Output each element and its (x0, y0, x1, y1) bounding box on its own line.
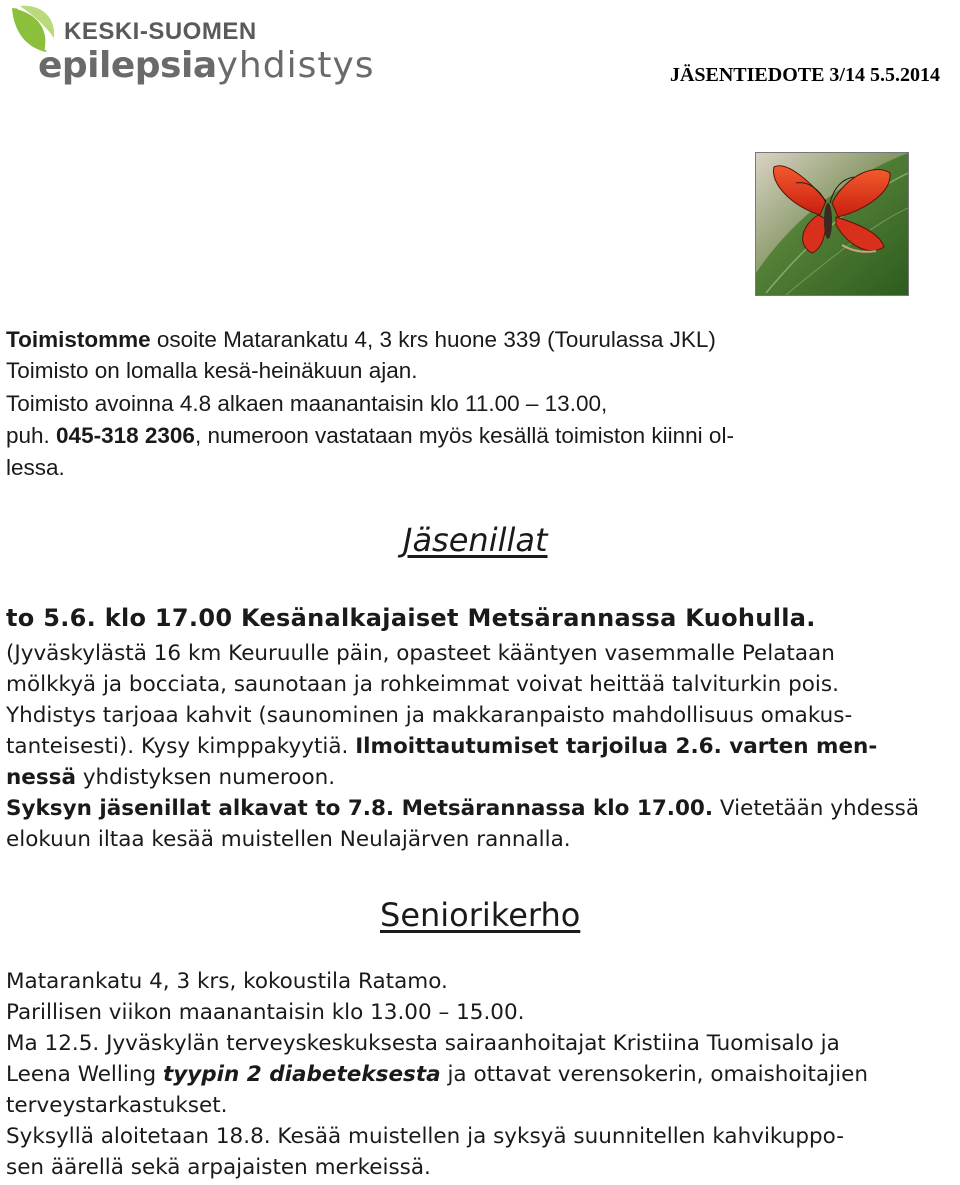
registration-deadline-end: nessä (6, 765, 76, 790)
senior-line-7: sen äärellä sekä arpajaisten merkeissä. (6, 1155, 431, 1180)
newsletter-title: JÄSENTIEDOTE 3/14 5.5.2014 (669, 64, 940, 86)
senior-line-4 (6, 1059, 868, 1090)
senior-line-6: Syksyllä aloitetaan 18.8. Kesää muistellen ja syksyä suunnitellen kahvikuppo- (6, 1124, 844, 1149)
senior-line-5: terveystarkastukset. (6, 1093, 228, 1118)
office-label: Toimistomme (6, 327, 151, 352)
office-line-4 (6, 420, 734, 451)
office-line-5: lessa. (6, 455, 65, 480)
event-text-2: mölkkyä ja bocciata, saunotaan ja rohkeimmat voivat heittää talviturkin pois. (6, 672, 839, 697)
senior-line-4c: ja ottavat verensokerin, omaishoitajien (440, 1062, 868, 1087)
section-heading-seniorikerho: Seniorikerho (380, 896, 581, 934)
phone-prefix: puh. (6, 423, 57, 448)
logo-text-bottom-b: yhdistys (216, 45, 375, 86)
office-line-1 (6, 324, 716, 355)
event-text-5b: yhdistyksen numeroon. (76, 765, 336, 790)
event-text-6 (6, 793, 919, 824)
section-heading-jasenillat: Jäsenillat (403, 521, 548, 559)
office-line-3: Toimisto avoinna 4.8 alkaen maanantaisin klo 11.00 – 13.00, (6, 391, 608, 416)
event-text-7: elokuun iltaa kesää muistellen Neulajärven rannalla. (6, 827, 571, 852)
senior-line-3: Ma 12.5. Jyväskylän terveyskeskuksesta sairaanhoitajat Kristiina Tuomisalo ja (6, 1031, 840, 1056)
logo-text-bottom (38, 46, 375, 86)
logo-text-top: KESKI-SUOMEN (64, 18, 257, 45)
phone-note: , numeroon vastataan myös kesällä toimiston kiinni ol- (194, 423, 734, 448)
autumn-evenings-start: Syksyn jäsenillat alkavat to 7.8. Metsärannassa klo 17.00. (6, 796, 714, 821)
senior-line-2: Parillisen viikon maanantaisin klo 13.00 – 15.00. (6, 1000, 525, 1025)
logo-text-bottom-a: epilepsia (38, 45, 217, 86)
office-line-2: Toimisto on lomalla kesä-heinäkuun ajan. (6, 358, 418, 383)
senior-line-1: Matarankatu 4, 3 krs, kokoustila Ratamo. (6, 969, 448, 994)
organization-logo (6, 4, 375, 94)
event-text-5 (6, 762, 335, 793)
office-address: osoite Matarankatu 4, 3 krs huone 339 (Tourulassa JKL) (150, 327, 716, 352)
event-text-4 (6, 731, 877, 762)
phone-number: 045-318 2306 (56, 423, 195, 448)
event-title: to 5.6. klo 17.00 Kesänalkajaiset Metsärannassa Kuohulla. (6, 604, 816, 632)
butterfly-photo (755, 152, 909, 296)
diabetes-topic: tyypin 2 diabeteksesta (162, 1062, 441, 1087)
senior-line-4a: Leena Welling (6, 1062, 163, 1087)
registration-deadline: Ilmoittautumiset tarjoilua 2.6. varten men- (355, 734, 878, 759)
event-text-1: (Jyväskylästä 16 km Keuruulle päin, opasteet kääntyen vasemmalle Pelataan (6, 641, 835, 666)
event-text-4a: tanteisesti). Kysy kimppakyytiä. (6, 734, 356, 759)
event-text-6b: Vietetään yhdessä (713, 796, 920, 821)
event-text-3: Yhdistys tarjoaa kahvit (saunominen ja makkaranpaisto mahdollisuus omakus- (6, 703, 853, 728)
